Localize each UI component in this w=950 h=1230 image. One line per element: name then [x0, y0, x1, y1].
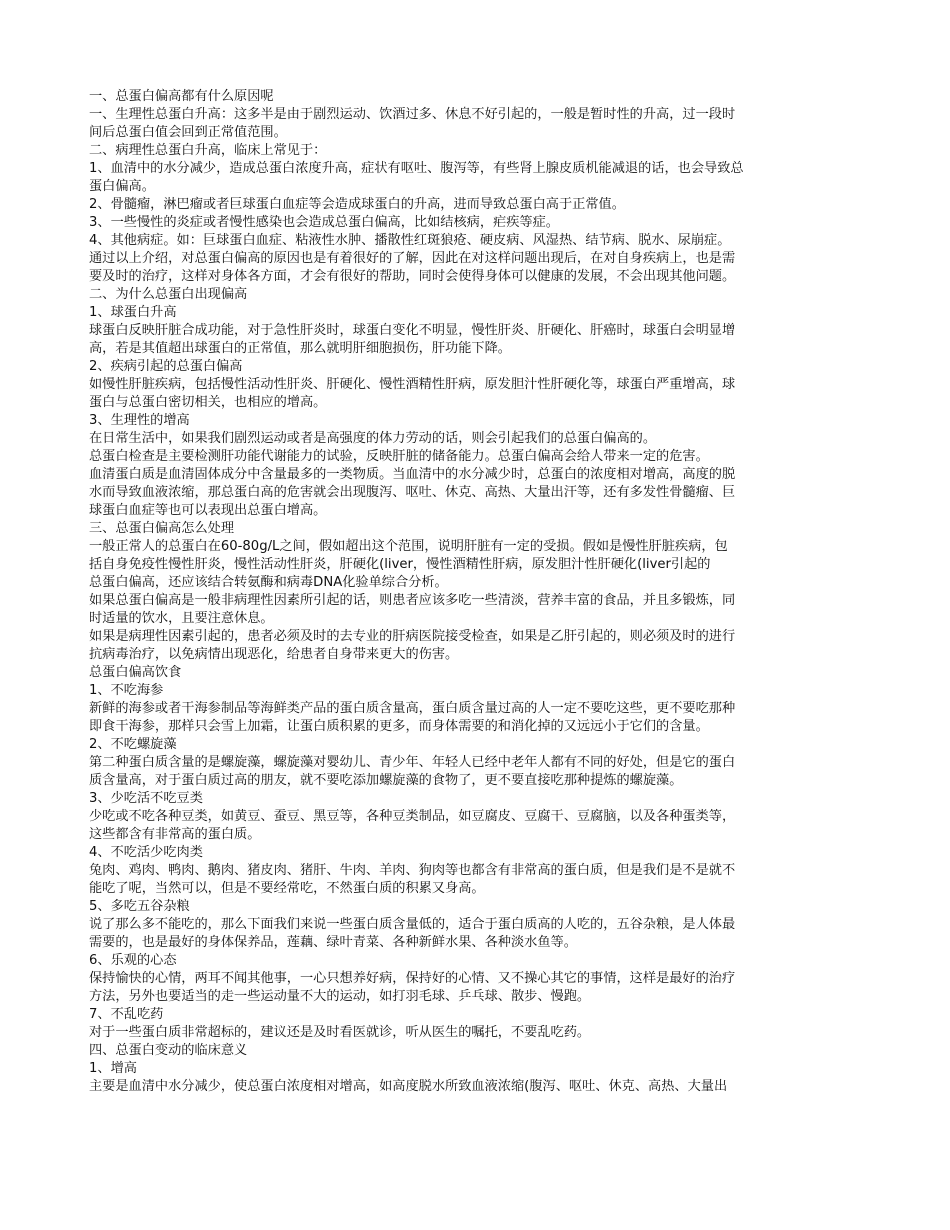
text-line: 主要是血清中水分减少，使总蛋白浓度相对增高，如高度脱水所致血液浓缩(腹泻、呕吐、休克、高热、大量出 [89, 1079, 728, 1094]
text-line: 方法，另外也要适当的走一些运动量不大的运动，如打羽毛球、乒乓球、散步、慢跑。 [89, 989, 591, 1004]
text-line: 6、乐观的心态 [89, 953, 177, 968]
text-line: 括自身免疫性慢性肝炎，慢性活动性肝炎，肝硬化(liver，慢性酒精性肝病，原发胆汁性肝硬化(liver引起的 [89, 557, 711, 572]
text-line: 蛋白与总蛋白密切相关，也相应的增高。 [89, 395, 327, 410]
text-line: 蛋白偏高。 [89, 179, 155, 194]
text-line: 四、总蛋白变动的临床意义 [89, 1043, 248, 1058]
text-line: 间后总蛋白值会回到正常值范围。 [89, 125, 287, 140]
text-line: 如慢性肝脏疾病，包括慢性活动性肝炎、肝硬化、慢性酒精性肝病，原发胆汁性肝硬化等，球蛋白严重增高，球 [89, 377, 736, 392]
text-line: 总蛋白偏高，还应该结合转氨酶和病毒DNA化验单综合分析。 [89, 575, 448, 590]
text-line: 二、病理性总蛋白升高，临床上常见于： [89, 143, 327, 158]
text-line: 少吃或不吃各种豆类，如黄豆、蚕豆、黑豆等，各种豆类制品，如豆腐皮、豆腐干、豆腐脑，以及各种蛋类等， [89, 809, 736, 824]
text-line: 新鲜的海参或者干海参制品等海鲜类产品的蛋白质含量高，蛋白质含量过高的人一定不要吃这些，更不要吃那种 [89, 701, 736, 716]
text-line: 即食干海参，那样只会雪上加霜，让蛋白质积累的更多，而身体需要的和消化掉的又远远小于它们的含量。 [89, 719, 709, 734]
text-line: 抗病毒治疗，以免病情出现恶化，给患者自身带来更大的伤害。 [89, 647, 459, 662]
text-line: 1、球蛋白升高 [89, 305, 177, 320]
text-line: 兔肉、鸡肉、鸭肉、鹅肉、猪皮肉、猪肝、牛肉、羊肉、狗肉等也都含有非常高的蛋白质，但是我们是不是就不 [89, 863, 736, 878]
text-line: 能吃了呢，当然可以，但是不要经常吃，不然蛋白质的积累又身高。 [89, 881, 485, 896]
text-line: 3、一些慢性的炎症或者慢性感染也会造成总蛋白偏高，比如结核病，疟疾等症。 [89, 215, 559, 230]
text-line: 如果总蛋白偏高是一般非病理性因素所引起的话，则患者应该多吃一些清淡，营养丰富的食品，并且多锻炼，同 [89, 593, 736, 608]
text-line: 要及时的治疗，这样对身体各方面，才会有很好的帮助，同时会使得身体可以健康的发展，不会出现其他问题。 [89, 269, 736, 284]
text-line: 总蛋白偏高饮食 [89, 665, 182, 680]
text-line: 说了那么多不能吃的，那么下面我们来说一些蛋白质含量低的，适合于蛋白质高的人吃的，五谷杂粮，是人体最 [89, 917, 736, 932]
text-line: 一般正常人的总蛋白在60-80g/L之间，假如超出这个范围，说明肝脏有一定的受损。假如是慢性肝脏疾病，包 [89, 539, 728, 554]
document-body [89, 88, 862, 1096]
text-line: 时适量的饮水，且要注意休息。 [89, 611, 274, 626]
text-line: 二、为什么总蛋白出现偏高 [89, 287, 248, 302]
text-line: 一、生理性总蛋白升高：这多半是由于剧烈运动、饮酒过多、休息不好引起的，一般是暂时性的升高，过一段时 [89, 107, 736, 122]
text-line: 4、不吃活少吃肉类 [89, 845, 203, 860]
text-line: 如果是病理性因素引起的，患者必须及时的去专业的肝病医院接受检查，如果是乙肝引起的，则必须及时的进行 [89, 629, 736, 644]
text-line: 1、不吃海参 [89, 683, 164, 698]
text-line: 第二种蛋白质含量的是螺旋藻，螺旋藻对婴幼儿、青少年、年轻人已经中老年人都有不同的好处，但是它的蛋白 [89, 755, 736, 770]
text-line: 2、骨髓瘤，淋巴瘤或者巨球蛋白血症等会造成球蛋白的升高，进而导致总蛋白高于正常值。 [89, 197, 625, 212]
text-line: 2、疾病引起的总蛋白偏高 [89, 359, 243, 374]
text-line: 质含量高，对于蛋白质过高的朋友，就不要吃添加螺旋藻的食物了，更不要直接吃那种提炼的螺旋藻。 [89, 773, 683, 788]
text-line: 这些都含有非常高的蛋白质。 [89, 827, 261, 842]
text-line: 通过以上介绍，对总蛋白偏高的原因也是有着很好的了解，因此在对这样问题出现后，在对自身疾病上，也是需 [89, 251, 736, 266]
text-line: 一、总蛋白偏高都有什么原因呢 [89, 89, 274, 104]
text-line: 球蛋白血症等也可以表现出总蛋白增高。 [89, 503, 327, 518]
text-line: 1、血清中的水分减少，造成总蛋白浓度升高，症状有呕吐、腹泻等，有些肾上腺皮质机能减退的话，也会导致总 [89, 161, 744, 176]
text-line: 7、不乱吃药 [89, 1007, 164, 1022]
text-line: 3、生理性的增高 [89, 413, 190, 428]
text-line: 保持愉快的心情，两耳不闻其他事，一心只想养好病，保持好的心情、又不操心其它的事情，这样是最好的治疗 [89, 971, 736, 986]
text-line: 5、多吃五谷杂粮 [89, 899, 190, 914]
text-line: 在日常生活中，如果我们剧烈运动或者是高强度的体力劳动的话，则会引起我们的总蛋白偏高的。 [89, 431, 657, 446]
text-line: 三、总蛋白偏高怎么处理 [89, 521, 235, 536]
text-line: 4、其他病症。如：巨球蛋白血症、粘液性水肿、播散性红斑狼疮、硬皮病、风湿热、结节病、脱水、尿崩症。 [89, 233, 731, 248]
text-line: 水而导致血液浓缩，那总蛋白高的危害就会出现腹泻、呕吐、休克、高热、大量出汗等，还有多发性骨髓瘤、巨 [89, 485, 736, 500]
text-line: 2、不吃螺旋藻 [89, 737, 177, 752]
text-line: 血清蛋白质是血清固体成分中含量最多的一类物质。当血清中的水分减少时，总蛋白的浓度相对增高，高度的脱 [89, 467, 736, 482]
text-line: 3、少吃活不吃豆类 [89, 791, 203, 806]
text-line: 高，若是其值超出球蛋白的正常值，那么就明肝细胞损伤，肝功能下降。 [89, 341, 511, 356]
text-line: 球蛋白反映肝脏合成功能，对于急性肝炎时，球蛋白变化不明显，慢性肝炎、肝硬化、肝癌时，球蛋白会明显增 [89, 323, 736, 338]
text-line: 需要的，也是最好的身体保养品，莲藕、绿叶青菜、各种新鲜水果、各种淡水鱼等。 [89, 935, 577, 950]
text-line: 1、增高 [89, 1061, 137, 1076]
text-line: 总蛋白检查是主要检测肝功能代谢能力的试验，反映肝脏的储备能力。总蛋白偏高会给人带来一定的危害。 [89, 449, 709, 464]
text-line: 对于一些蛋白质非常超标的，建议还是及时看医就诊，听从医生的嘱托，不要乱吃药。 [89, 1025, 591, 1040]
